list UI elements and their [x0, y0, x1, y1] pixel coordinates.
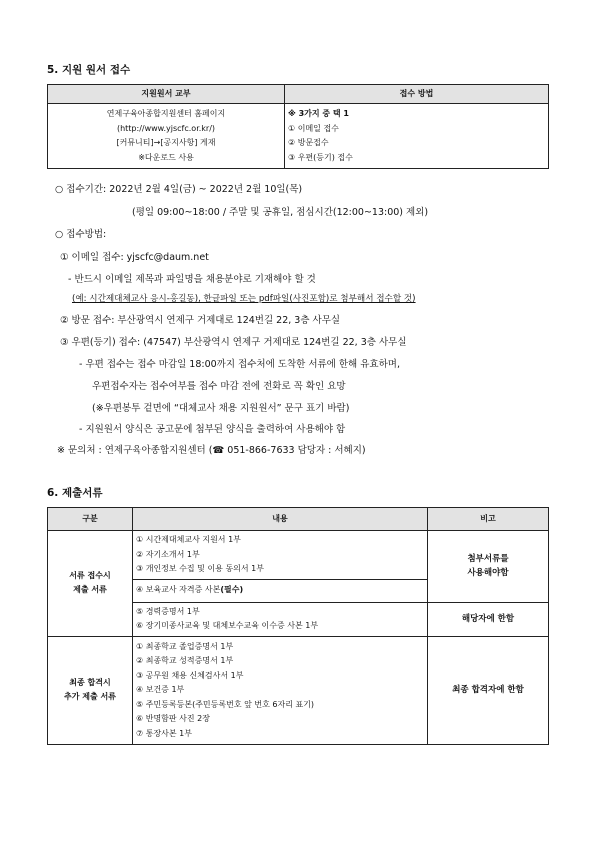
category-label: 서류 접수시 — [69, 570, 111, 580]
document-item: ⑥ 장기미종사교육 및 대체보수교육 이수증 사본 1부 — [136, 621, 319, 630]
post-note: (※우편봉투 겉면에 “대체교사 채용 지원원서” 문구 표기 바람) — [92, 403, 350, 414]
methods-label: ○ 접수방법: — [55, 229, 107, 240]
required-mark: (필수) — [220, 585, 244, 595]
document-item: ② 자기소개서 1부 — [136, 549, 200, 559]
issue-line: 연제구육아종합지원센터 홈페이지 — [106, 109, 226, 118]
header-content: 내용 — [133, 508, 428, 531]
method-choice-note: ※ 3가지 중 택 1 — [288, 109, 349, 118]
post-note: - 우편 접수는 접수 마감일 18:00까지 접수처에 도착한 서류에 한해 유효하며, — [79, 359, 400, 370]
header-issue: 지원원서 교부 — [48, 85, 285, 104]
visit-method: ② 방문 접수: 부산광역시 연제구 거제대로 124번길 22, 3층 사무실 — [60, 315, 341, 326]
category-final — [48, 636, 133, 745]
remark-applicable: 해당자에 한함 — [428, 602, 549, 636]
document-item — [133, 583, 427, 598]
category-label: 추가 제출 서류 — [64, 692, 116, 702]
email-note: - 반드시 이메일 제목과 파일명을 채용분야로 기재해야 할 것 — [68, 274, 316, 285]
category-application — [48, 531, 133, 637]
document-item: ③ 공무원 채용 신체검사서 1부 — [136, 670, 244, 680]
method-item: ① 이메일 접수 — [288, 123, 339, 133]
method-item: ② 방문접수 — [288, 138, 329, 147]
remark-label: 첨부서류를 — [467, 553, 509, 564]
remark-attached — [428, 531, 549, 603]
application-table — [47, 84, 549, 169]
content-required — [133, 531, 428, 580]
content-optional — [133, 602, 428, 636]
email-example: (예: 시간제대체교사 응시-홍길동), 한글파일 또는 pdf파일(사진포함)로 첨부해서 접수할 것) — [72, 294, 416, 304]
document-item: ⑤ 경력증명서 1부 — [136, 606, 200, 616]
header-method: 접수 방법 — [285, 85, 549, 104]
issue-line: [커뮤니티]→[공지사항] 게재 — [116, 138, 216, 147]
period-note: (평일 09:00~18:00 / 주말 및 공휴일, 점심시간(12:00~13:00) 제외) — [132, 207, 429, 218]
document-item: ① 최종학교 졸업증명서 1부 — [136, 641, 234, 651]
issue-line: ※다운로드 사용 — [138, 152, 194, 162]
section5-title: 5. 지원 원서 접수 — [47, 64, 131, 76]
document-item: ⑤ 주민등록등본(주민등록번호 앞 번호 6자리 표기) — [136, 699, 315, 709]
contact-info: ※ 문의처 : 연제구육아종합지원센터 (☎ 051-866-7633 담당자 : 서혜지) — [57, 445, 366, 456]
document-item: ⑥ 반명함판 사진 2장 — [136, 714, 210, 723]
document-item: ④ 보건증 1부 — [136, 685, 185, 694]
post-method: ③ 우편(등기) 접수: (47547) 부산광역시 연제구 거제대로 124번길 22, 3층 사무실 — [60, 337, 407, 348]
post-note: 우편접수자는 접수여부를 접수 마감 전에 전화로 꼭 확인 요망 — [92, 381, 346, 392]
document-item: ① 시간제대체교사 지원서 1부 — [136, 535, 241, 544]
remark-final: 최종 합격자에 한함 — [428, 636, 549, 745]
document-item-text: ④ 보육교사 자격증 사본 — [136, 585, 221, 595]
documents-table — [47, 507, 549, 745]
document-item: ③ 개인정보 수집 및 이용 동의서 1부 — [136, 564, 264, 573]
form-note: - 지원원서 양식은 공고문에 첨부된 양식을 출력하여 사용해야 함 — [79, 424, 346, 435]
category-label: 제출 서류 — [73, 585, 107, 595]
content-certificate — [133, 579, 428, 602]
section6-title: 6. 제출서류 — [47, 487, 103, 499]
period-label: ○ 접수기간: 2022년 2월 4일(금) ~ 2022년 2월 10일(목) — [55, 184, 303, 195]
issue-cell — [48, 104, 285, 169]
header-remark: 비고 — [428, 508, 549, 531]
method-item: ③ 우편(등기) 접수 — [288, 152, 353, 162]
method-cell — [285, 104, 549, 169]
remark-label: 사용해야함 — [467, 568, 509, 579]
content-final — [133, 636, 428, 745]
document-item: ⑦ 통장사본 1부 — [136, 728, 192, 738]
document-item: ② 최종학교 성적증명서 1부 — [136, 656, 234, 665]
header-category: 구분 — [48, 508, 133, 531]
issue-url: (http://www.yjscfc.or.kr/) — [116, 123, 216, 133]
category-label: 최종 합격시 — [69, 677, 111, 687]
email-method: ① 이메일 접수: yjscfc@daum.net — [60, 252, 209, 263]
